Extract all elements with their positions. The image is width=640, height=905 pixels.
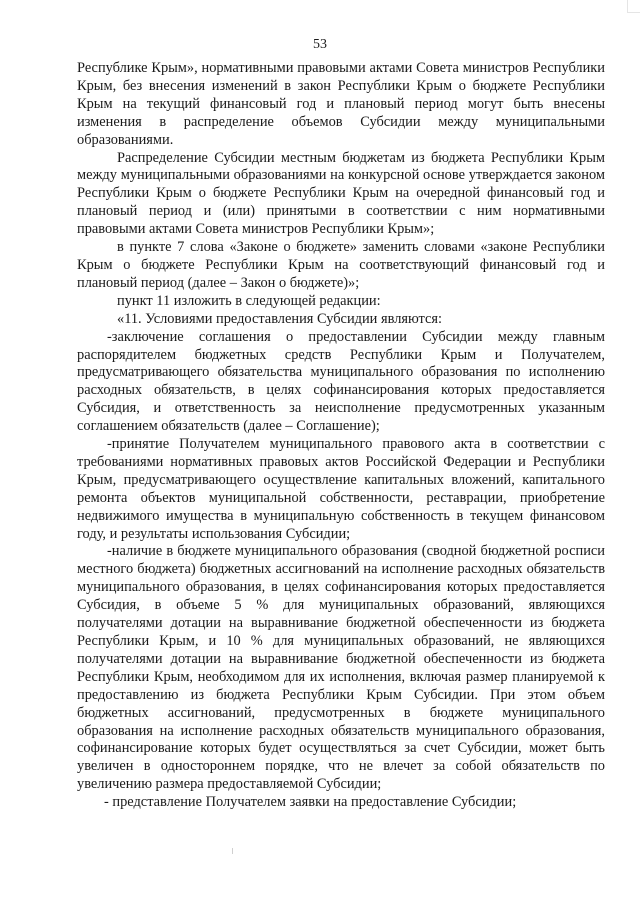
paragraph-item-11-heading: «11. Условиями предоставления Субсидии являются: xyxy=(117,310,443,327)
scan-corner-mark xyxy=(627,0,640,13)
paragraph-item-11-intro: пункт 11 изложить в следующей редакции: xyxy=(117,292,381,309)
paragraph-condition-budget-allocation: -наличие в бюджете муниципального образования (сводной бюджетной росписи местного бюджета) бюджетных ассигнований на исполнение расходных обязательств муниципального образования, в целях софинансирования которых предоставляется Субсидия, в объеме 5 % для муниципальных образований, являющихся получателями дотации на выравнивание бюджетной обеспеченности из бюджета Республики Крым, и 10 % для муниципальных образований, не являющихся получателями дотации на выравнивание бюджетной обеспеченности из бюджета Республики Крым, необходимом для их исполнения, включая размер планируемой к предоставлению из бюджета Республики Крым Субсидии. При этом объем бюджетных ассигнований, предусмотренных в бюджете муниципального образования на исполнение расходных обязательств муниципального образования, софинансирование которых будет осуществляться за счет Субсидии, может быть увеличен в одностороннем порядке, что не влечет за собой обязательств по увеличению размера предоставляемой Субсидии; xyxy=(77,543,605,793)
paragraph-item-7-amendment: в пункте 7 слова «Законе о бюджете» заменить словами «законе Республики Крым о бюджете Республики Крым на соответствующий финансовый год и плановый период (далее – Закон о бюджете)»; xyxy=(77,239,605,291)
paragraph-continuation: Республике Крым», нормативными правовыми актами Совета министров Республики Крым, без внесения изменений в закон Республики Крым о бюджете Республики Крым на текущий финансовый год и плановый период могут быть внесены изменения в распределение объемов Субсидии между муниципальными образованиями. xyxy=(77,60,605,148)
paragraph-condition-legal-act: -принятие Получателем муниципального правового акта в соответствии с требованиями нормативных правовых актов Российской Федерации и Республики Крым, предусматривающего осуществление капитальных вложений, капитального ремонта объектов муниципальной собственности, реставрации, приобретение недвижимого имущества в муниципальную собственность в текущем финансовом году, и результаты использования Субсидии; xyxy=(77,436,605,542)
paragraph-condition-application: - представление Получателем заявки на предоставление Субсидии; xyxy=(104,794,517,811)
paragraph-subsidy-distribution: Распределение Субсидии местным бюджетам из бюджета Республики Крым между муниципальными образованиями на конкурсной основе утверждается законом Республики Крым о бюджете Республики Крым на очередной финансовый год и плановый период и (или) принятыми в соответствии с ним нормативными правовыми актами Совета министров Республики Крым»; xyxy=(77,149,605,238)
paragraph-condition-agreement: -заключение соглашения о предоставлении Субсидии между главным распорядителем бюджетных средств Республики Крым и Получателем, предусматривающего обязательства муниципального образования по исполнению расходных обязательств, в целях софинансирования которых предоставляется Субсидия, и ответственность за неисполнение предусмотренных указанным соглашением обязательств (далее – Соглашение); xyxy=(77,328,605,435)
page-number: 53 xyxy=(313,37,327,52)
scan-speck xyxy=(232,848,233,854)
document-body xyxy=(77,60,605,812)
